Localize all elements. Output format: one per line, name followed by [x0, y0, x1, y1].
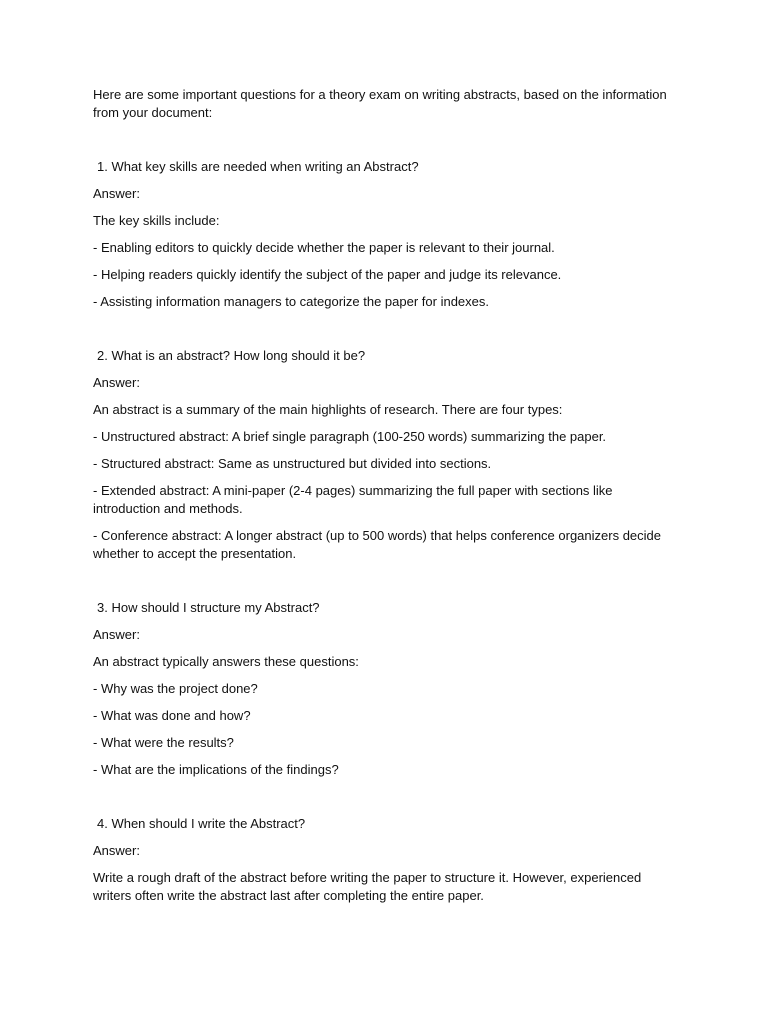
bullet-item: - Enabling editors to quickly decide whether the paper is relevant to their journal.	[93, 239, 683, 257]
answer-lead: Write a rough draft of the abstract before writing the paper to structure it. However, experienced writers often write the abstract last after completing the entire paper.	[93, 870, 642, 903]
question-4	[93, 815, 683, 905]
question-1	[93, 158, 683, 311]
question-title: 4. When should I write the Abstract?	[97, 816, 306, 831]
answer-lead: The key skills include:	[93, 213, 220, 228]
answer-lead: An abstract typically answers these questions:	[93, 654, 359, 669]
bullet-item: - Assisting information managers to categorize the paper for indexes.	[93, 293, 683, 311]
bullet-item: - Helping readers quickly identify the subject of the paper and judge its relevance.	[93, 266, 683, 284]
answer-label: Answer:	[93, 186, 140, 201]
question-title: 3. How should I structure my Abstract?	[97, 600, 320, 615]
bullet-item: - Extended abstract: A mini-paper (2-4 pages) summarizing the full paper with sections like introduction and methods.	[93, 482, 683, 518]
bullet-item: - Conference abstract: A longer abstract (up to 500 words) that helps conference organizers decide whether to accept the presentation.	[93, 527, 683, 563]
bullet-item: - What are the implications of the findings?	[93, 761, 683, 779]
bullet-item: - Unstructured abstract: A brief single paragraph (100-250 words) summarizing the paper.	[93, 428, 683, 446]
question-title: 2. What is an abstract? How long should it be?	[97, 348, 366, 363]
bullet-item: - What was done and how?	[93, 707, 683, 725]
answer-label: Answer:	[93, 627, 140, 642]
answer-bullets	[93, 239, 683, 311]
document-page	[93, 86, 683, 914]
answer-label: Answer:	[93, 843, 140, 858]
question-title: 1. What key skills are needed when writing an Abstract?	[97, 159, 419, 174]
answer-bullets	[93, 428, 683, 563]
question-2	[93, 347, 683, 563]
answer-bullets	[93, 680, 683, 779]
answer-label: Answer:	[93, 375, 140, 390]
question-3	[93, 599, 683, 779]
bullet-item: - What were the results?	[93, 734, 683, 752]
bullet-item: - Structured abstract: Same as unstructured but divided into sections.	[93, 455, 683, 473]
intro-paragraph: Here are some important questions for a theory exam on writing abstracts, based on the information from your document:	[93, 87, 667, 120]
bullet-item: - Why was the project done?	[93, 680, 683, 698]
answer-lead: An abstract is a summary of the main highlights of research. There are four types:	[93, 402, 563, 417]
